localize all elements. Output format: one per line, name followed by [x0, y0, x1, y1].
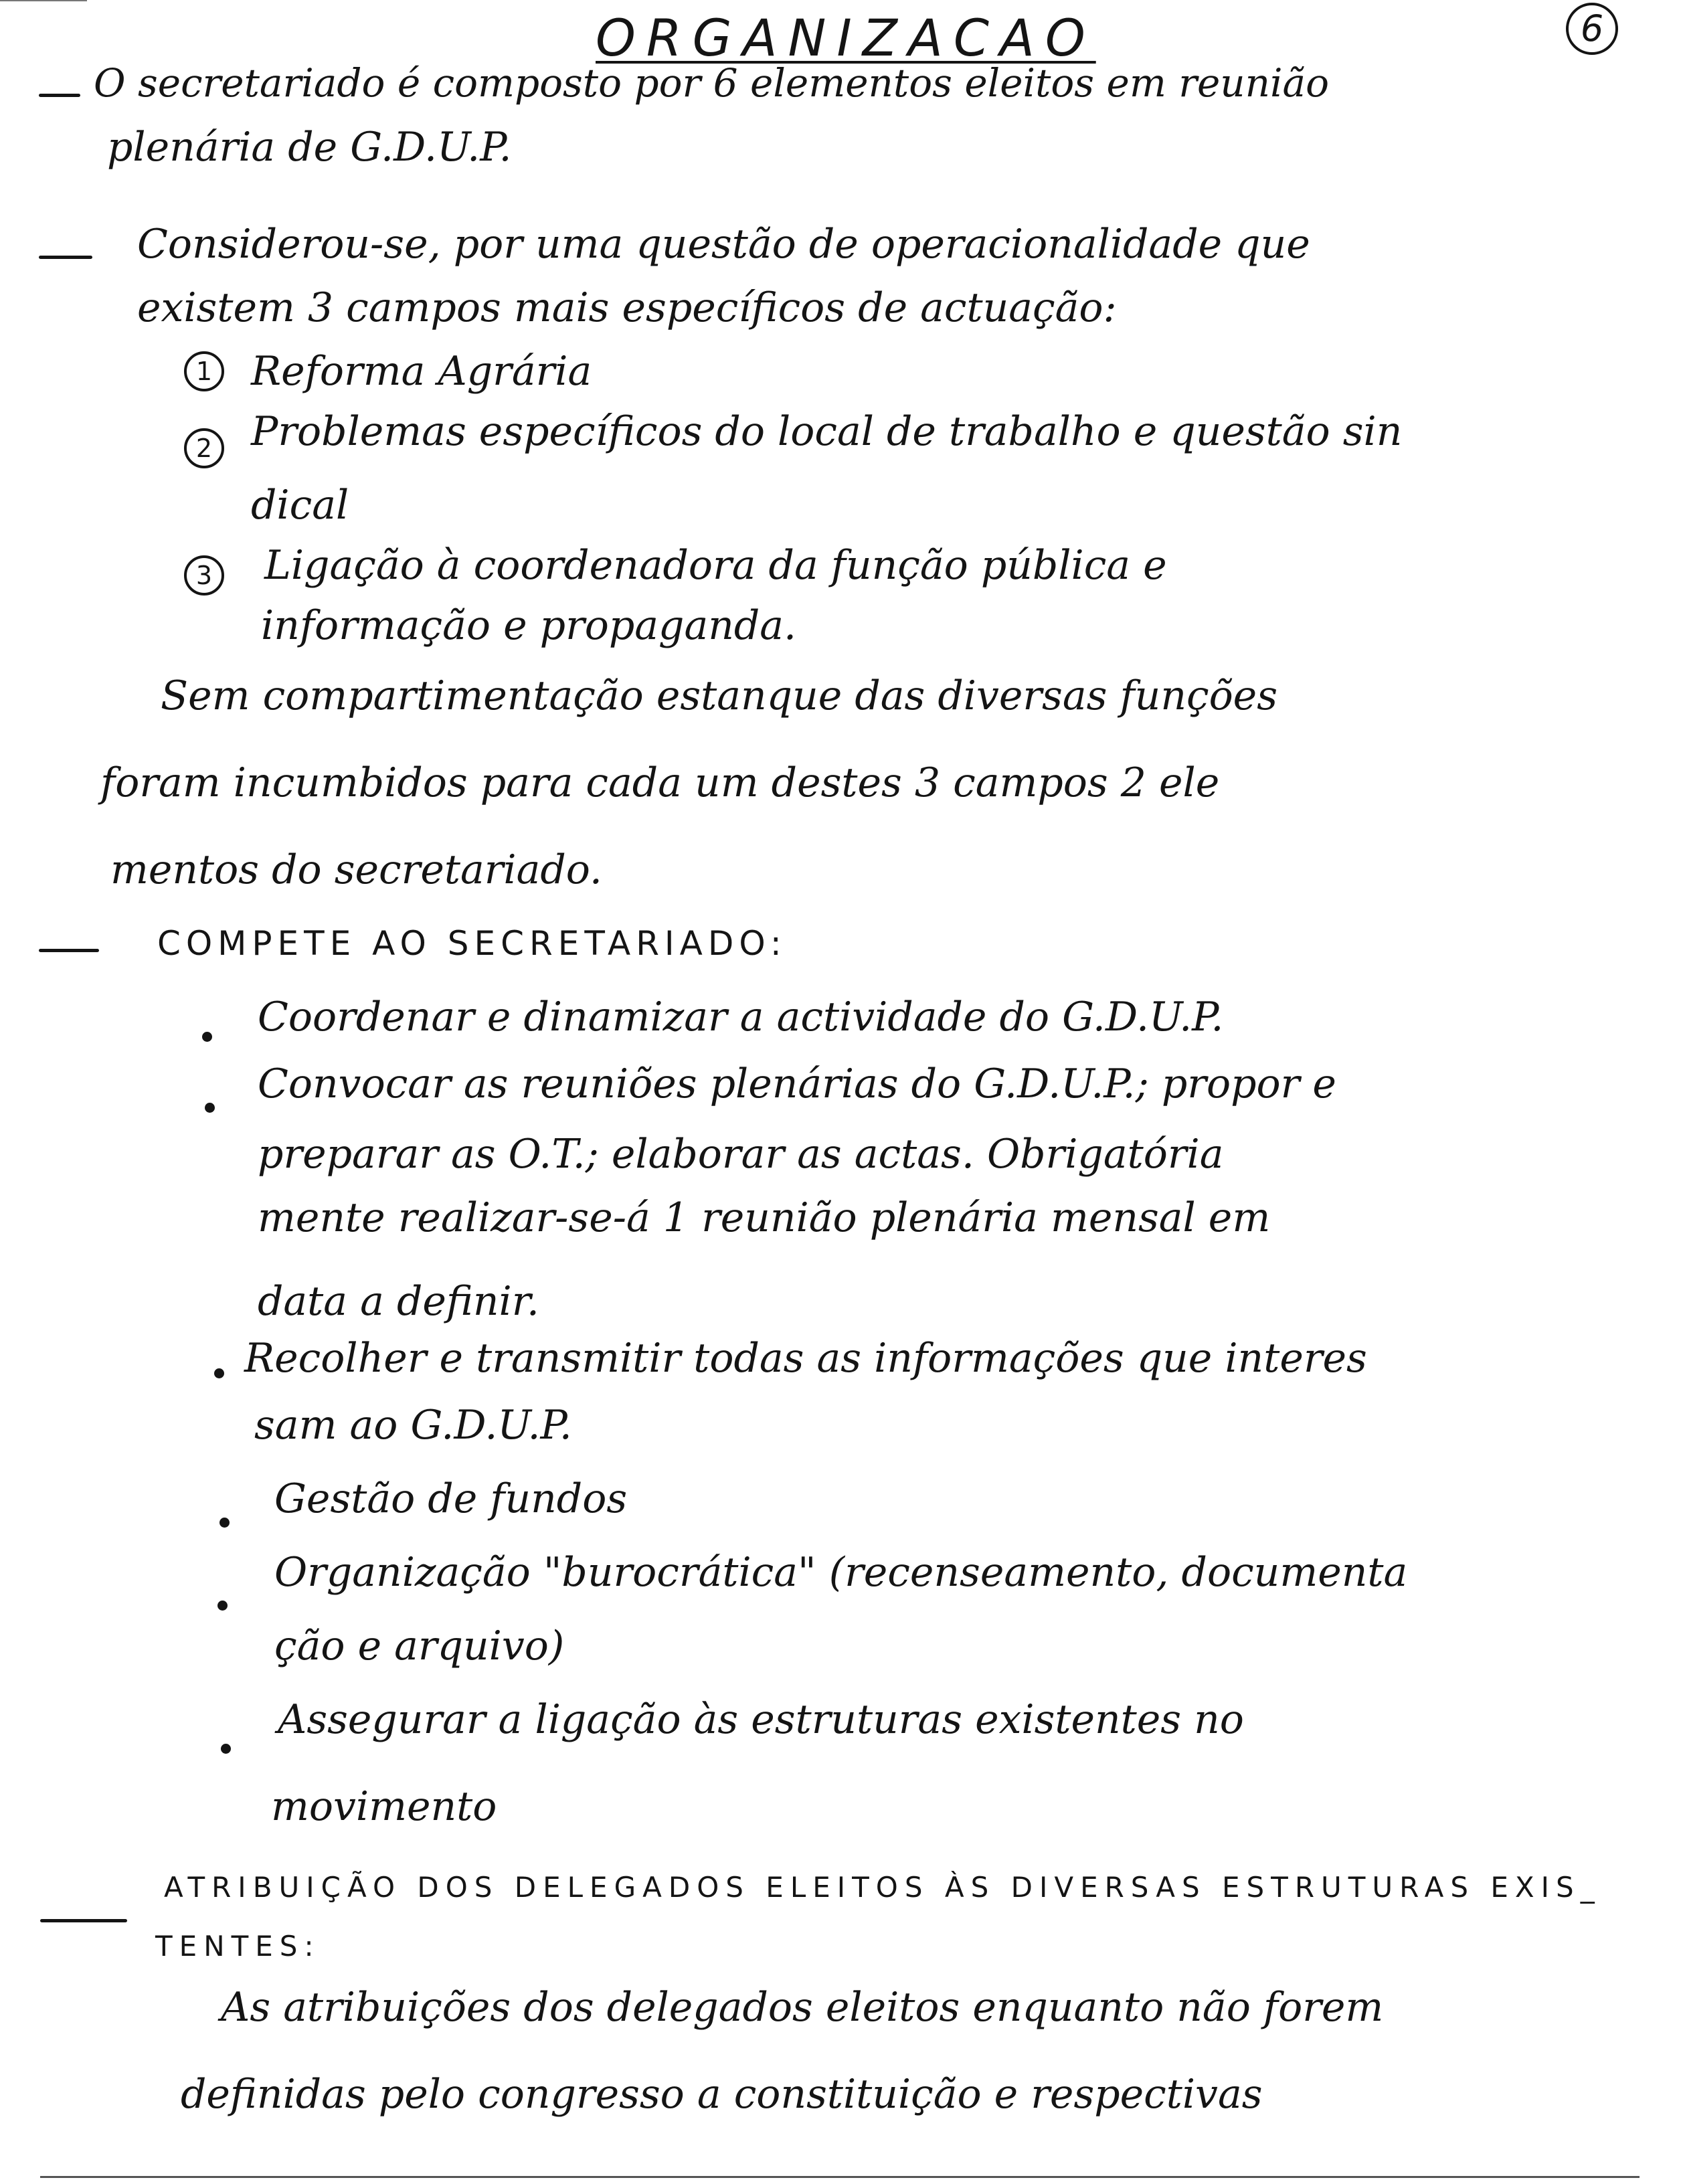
enumeration-marker: 1: [184, 351, 224, 391]
text-line: Coordenar e dinamizar a actividade do G.D.U.P.: [258, 994, 1224, 1040]
section-heading: ATRIBUIÇÃO DOS DELEGADOS ELEITOS ÀS DIVERSAS ESTRUTURAS EXIS_: [164, 1871, 1601, 1904]
scan-edge-mark: [0, 0, 87, 1]
text-line: Problemas específicos do local de trabalho e questão sin: [251, 408, 1403, 455]
text-line: Assegurar a ligação às estruturas existentes no: [278, 1696, 1244, 1743]
text-line: plenária de G.D.U.P.: [107, 124, 512, 171]
bullet-point: [202, 1032, 212, 1042]
text-line: data a definir.: [258, 1278, 539, 1325]
text-line: Reforma Agrária: [251, 348, 592, 395]
section-dash: [40, 1919, 127, 1922]
section-dash: [39, 256, 92, 259]
section-dash: [39, 94, 80, 97]
page-title: ORGANIZACAO: [596, 8, 1096, 68]
bullet-point: [217, 1601, 228, 1611]
bullet-point: [214, 1368, 224, 1378]
text-line: Considerou-se, por uma questão de operacionalidade que: [137, 221, 1310, 268]
text-line: Sem compartimentação estanque das diversas funções: [161, 672, 1277, 719]
text-line: preparar as O.T.; elaborar as actas. Obrigatória: [258, 1131, 1224, 1178]
enumeration-marker: 3: [184, 555, 224, 596]
text-line: mente realizar-se-á 1 reunião plenária mensal em: [258, 1194, 1271, 1241]
text-line: existem 3 campos mais específicos de actuação:: [137, 284, 1117, 331]
text-line: foram incumbidos para cada um destes 3 campos 2 ele: [100, 759, 1220, 806]
bullet-point: [205, 1103, 215, 1113]
text-line: Gestão de fundos: [274, 1475, 628, 1522]
text-line: mentos do secretariado.: [110, 846, 602, 893]
section-heading: TENTES:: [155, 1930, 321, 1963]
text-line: Ligação à coordenadora da função pública e: [264, 542, 1167, 589]
text-line: dical: [251, 482, 349, 529]
bullet-point: [219, 1518, 230, 1528]
text-line: As atribuições dos delegados eleitos enquanto não forem: [221, 1984, 1384, 2031]
text-line: movimento: [271, 1783, 497, 1830]
text-line: ção e arquivo): [274, 1623, 565, 1669]
text-line: O secretariado é composto por 6 elementos eleitos em reunião: [94, 60, 1330, 106]
text-line: Convocar as reuniões plenárias do G.D.U.P.; propor e: [258, 1061, 1336, 1107]
text-line: Recolher e transmitir todas as informações que interes: [244, 1335, 1367, 1382]
text-line: definidas pelo congresso a constituição e respectivas: [181, 2071, 1263, 2118]
section-heading: COMPETE AO SECRETARIADO:: [157, 924, 787, 963]
text-line: Organização "burocrática" (recenseamento, documenta: [274, 1549, 1408, 1596]
section-dash: [39, 949, 99, 952]
bullet-point: [221, 1744, 231, 1754]
page-bottom-rule: [40, 2176, 1640, 2178]
text-line: sam ao G.D.U.P.: [254, 1402, 572, 1449]
text-line: informação e propaganda.: [261, 602, 797, 649]
enumeration-marker: 2: [184, 428, 224, 468]
page-number: 6: [1566, 3, 1618, 55]
